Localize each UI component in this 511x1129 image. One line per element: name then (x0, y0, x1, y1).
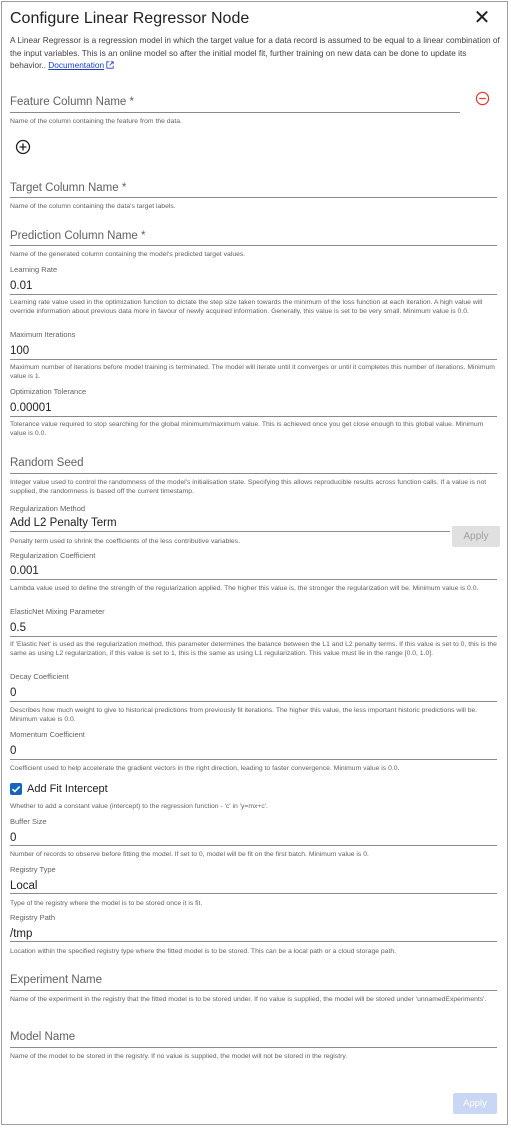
experiment-name-help: Name of the experiment in the registry that the fitted model is to be stored under. If no value is supplied, the model will be stored under 'unnamedExperiments'. (10, 996, 487, 1003)
reg-method-label: Regularization Method (10, 504, 86, 513)
model-name-help: Name of the model to be stored in the registry. If no value is supplied, the model will not be stored in the registry. (10, 1053, 348, 1060)
registry-path-help: Location within the specified registry type where the fitted model is to be stored. This can be a local path or a cloud storage path. (10, 948, 397, 955)
feature-column-help: Name of the column containing the feature from the data. (10, 118, 182, 125)
prediction-column-placeholder: Prediction Column Name * (10, 230, 146, 242)
remove-circle-icon[interactable] (475, 91, 490, 106)
experiment-name-placeholder: Experiment Name (10, 974, 103, 986)
add-circle-icon[interactable] (15, 139, 31, 155)
buffer-size-field[interactable] (10, 817, 497, 847)
reg-method-select[interactable] (10, 504, 450, 534)
max-iterations-field[interactable] (10, 330, 497, 362)
check-icon (11, 784, 21, 794)
feature-column-placeholder: Feature Column Name * (10, 96, 134, 108)
feature-column-field[interactable] (10, 96, 460, 114)
learning-rate-value: 0.01 (10, 280, 33, 292)
target-column-field[interactable] (10, 182, 497, 200)
max-iterations-label: Maximum Iterations (10, 330, 76, 339)
buffer-size-value: 0 (10, 832, 17, 844)
decay-field[interactable] (10, 672, 497, 704)
apply-reg-method-button[interactable]: Apply (452, 526, 500, 547)
random-seed-field[interactable] (10, 457, 497, 475)
random-seed-help: Integer value used to control the randomness of the model's initialisation state. Specifying this allows reproducible results across function calls. If a value is not supplied, the randomness is based off the current timestamp. (10, 479, 487, 495)
reg-coefficient-label: Regularization Coefficient (10, 551, 96, 560)
buffer-size-label: Buffer Size (10, 817, 47, 826)
learning-rate-help: Learning rate value used in the optimization function to dictate the step size taken towards the minimum of the loss function at each iteration. A high value will override information about previous data more in favour of newly acquired information. Generally, this value is set to be very small. Minimum value is 0.0. (10, 299, 483, 315)
momentum-field[interactable] (10, 730, 497, 762)
fit-intercept-checkbox[interactable] (10, 783, 22, 795)
model-name-field[interactable] (10, 1031, 497, 1049)
dialog-intro (10, 34, 502, 72)
registry-type-label: Registry Type (10, 865, 56, 874)
opt-tolerance-field[interactable] (10, 387, 497, 419)
registry-type-value: Local (10, 880, 38, 892)
documentation-link[interactable]: Documentation (48, 60, 105, 70)
learning-rate-label: Learning Rate (10, 265, 58, 274)
elasticnet-help: If 'Elastic Net' is used as the regularization method, this parameter determines the balance between the L1 and L2 penalty terms. If this value is set to 0, this is the same as using L2 regularization, if this value is set to 1, this is the same as using L1 regularization. This value must lie in the range [0.0, 1.0]. (10, 641, 497, 657)
registry-path-field[interactable] (10, 913, 497, 943)
elasticnet-value: 0.5 (10, 622, 26, 634)
reg-method-help: Penalty term used to shrink the coefficients of the less contributive variables. (10, 538, 240, 545)
momentum-label: Momentum Coefficient (10, 730, 85, 739)
registry-type-help: Type of the registry where the model is to be stored once it is fit. (10, 900, 203, 907)
experiment-name-field[interactable] (10, 974, 497, 992)
reg-coefficient-value: 0.001 (10, 565, 39, 577)
configure-dialog (1, 1, 508, 1125)
decay-help: Describes how much weight to give to historical predictions from previously fit iterations. The higher this value, the less important historic predictions will be. Minimum value is 0.0. (10, 707, 478, 723)
opt-tolerance-help: Tolerance value required to stop searching for the global minimum/maximum value. This is achieved once you get close enough to this global value. Minimum value is 0.0. (10, 421, 484, 437)
fit-intercept-label[interactable]: Add Fit Intercept (27, 783, 108, 795)
registry-type-select[interactable] (10, 865, 497, 895)
registry-path-value: /tmp (10, 928, 33, 940)
registry-path-label: Registry Path (10, 913, 56, 922)
buffer-size-help: Number of records to observe before fitting the model. If set to 0, model will be fit on the first batch. Minimum value is 0. (10, 851, 369, 858)
apply-button[interactable]: Apply (453, 1093, 497, 1114)
opt-tolerance-value: 0.00001 (10, 402, 52, 414)
max-iterations-value: 100 (10, 345, 30, 357)
close-icon[interactable]: ✕ (473, 7, 491, 29)
opt-tolerance-label: Optimization Tolerance (10, 387, 87, 396)
momentum-help: Coefficient used to help accelerate the gradient vectors in the right direction, leading to faster convergence. Minimum value is 0.0. (10, 765, 400, 772)
target-column-help: Name of the column containing the data's target labels. (10, 203, 176, 210)
random-seed-placeholder: Random Seed (10, 457, 84, 469)
max-iterations-help: Maximum number of iterations before model training is terminated. The model will iterate until it converges or until it completes this number of iterations. Minimum value is 1. (10, 364, 495, 380)
prediction-column-field[interactable] (10, 230, 497, 248)
reg-coefficient-help: Lambda value used to define the strength of the regularization applied. The higher this value is, the stronger the regularization will be. Minimum value is 0.0. (10, 585, 479, 592)
reg-method-value: Add L2 Penalty Term (10, 517, 117, 529)
decay-label: Decay Coefficient (10, 672, 69, 681)
reg-coefficient-field[interactable] (10, 551, 497, 581)
prediction-column-help: Name of the generated column containing the model's predicted target values. (10, 251, 246, 258)
dialog-title: Configure Linear Regressor Node (10, 10, 250, 27)
intro-text: A Linear Regressor is a regression model in which the target value for a data record is assumed to be equal to a linear combination of the input variables. This is an online model so after the initial model fit, further training on new data can be done to update its behavior.. (10, 35, 500, 70)
model-name-placeholder: Model Name (10, 1031, 76, 1043)
external-link-icon (106, 61, 114, 69)
fit-intercept-help: Whether to add a constant value (intercept) to the regression function - 'c' in 'y=mx+c'. (10, 803, 268, 810)
learning-rate-field[interactable] (10, 265, 497, 297)
elasticnet-field[interactable] (10, 607, 497, 639)
target-column-placeholder: Target Column Name * (10, 182, 127, 194)
elasticnet-label: ElasticNet Mixing Parameter (10, 607, 105, 616)
decay-value: 0 (10, 687, 17, 699)
momentum-value: 0 (10, 745, 17, 757)
